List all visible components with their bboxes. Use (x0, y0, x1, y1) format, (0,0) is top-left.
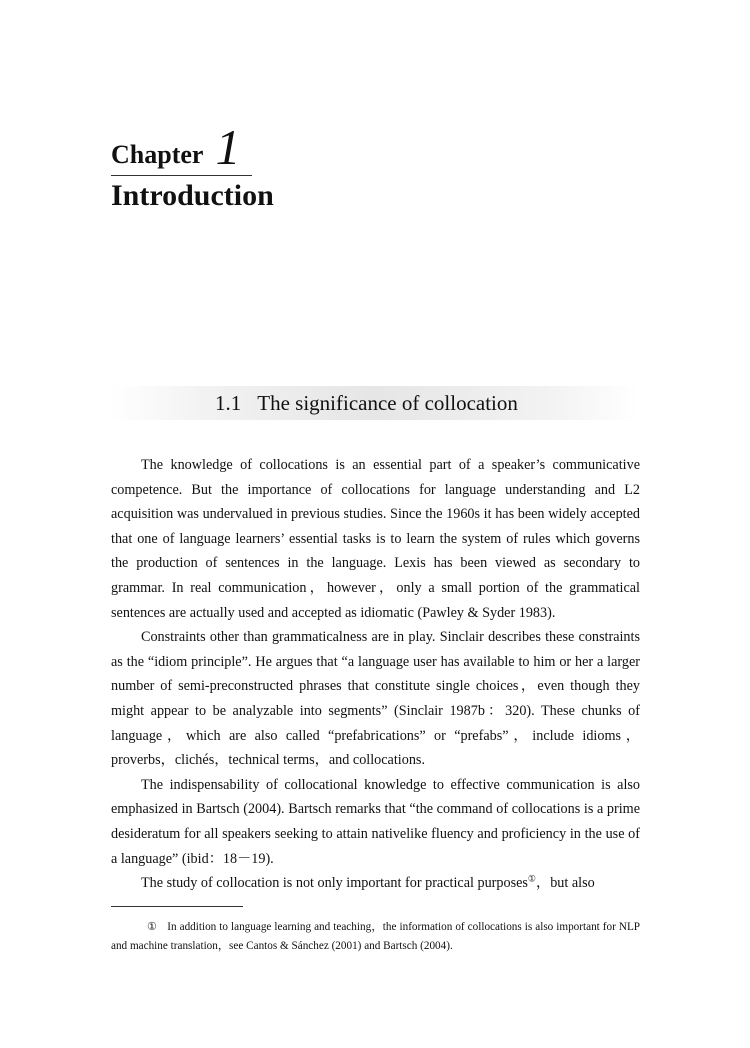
chapter-title: Introduction (111, 179, 274, 212)
footnote-rule (111, 906, 243, 907)
section-number: 1.1 (215, 391, 242, 415)
body-text (111, 453, 640, 896)
paragraph-last (111, 871, 640, 896)
chapter-rule (111, 175, 252, 176)
footnote (111, 918, 640, 956)
paragraph-text: The study of collocation is not only important for practical purposes (141, 875, 528, 892)
section-heading (215, 389, 518, 417)
chapter-heading (111, 118, 511, 212)
chapter-number: 1 (215, 119, 241, 175)
chapter-label (111, 118, 511, 174)
paragraph: The knowledge of collocations is an essential part of a speaker’s communicative competence. But the importance of collocations for language understanding and L2 acquisition was undervalued in previous studies. Since the 1960s it has been widely accepted that one of language learners’ essential tasks is to learn the system of rules which governs the production of sentences in the language. Lexis has been viewed as secondary to grammar. In real communication，however，only a small portion of the grammatical sentences are actually used and accepted as idiomatic (Pawley & Syder 1983). (111, 457, 640, 621)
footnote-text: In addition to language learning and teaching，the information of collocations is also important for NLP and machine translation，see Cantos & Sánchez (2001) and Bartsch (2004). (111, 921, 641, 952)
footnote-reference[interactable]: ① (527, 873, 536, 884)
paragraph: The indispensability of collocational knowledge to effective communication is also emphasized in Bartsch (2004). Bartsch remarks that “the command of collocations is a prime desideratum for all speakers seeking to attain nativelike fluency and proficiency in the use of a language” (ibid：18－19). (111, 776, 640, 867)
section-title: The significance of collocation (257, 391, 518, 415)
chapter-word: Chapter (111, 140, 204, 169)
paragraph-text: ，but also (536, 875, 595, 892)
footnote-marker: ① (147, 921, 158, 933)
paragraph: Constraints other than grammaticalness are in play. Sinclair describes these constraints as the “idiom principle”. He argues that “a language user has available to him or her a larger number of semi-preconstructed phrases that constitute single choices，even though they might appear to be analyzable into segments” (Sinclair 1987b：320). These chunks of language，which are also called “prefabrications” or “prefabs”，include idioms，proverbs，clichés，technical terms，and collocations. (111, 629, 640, 769)
